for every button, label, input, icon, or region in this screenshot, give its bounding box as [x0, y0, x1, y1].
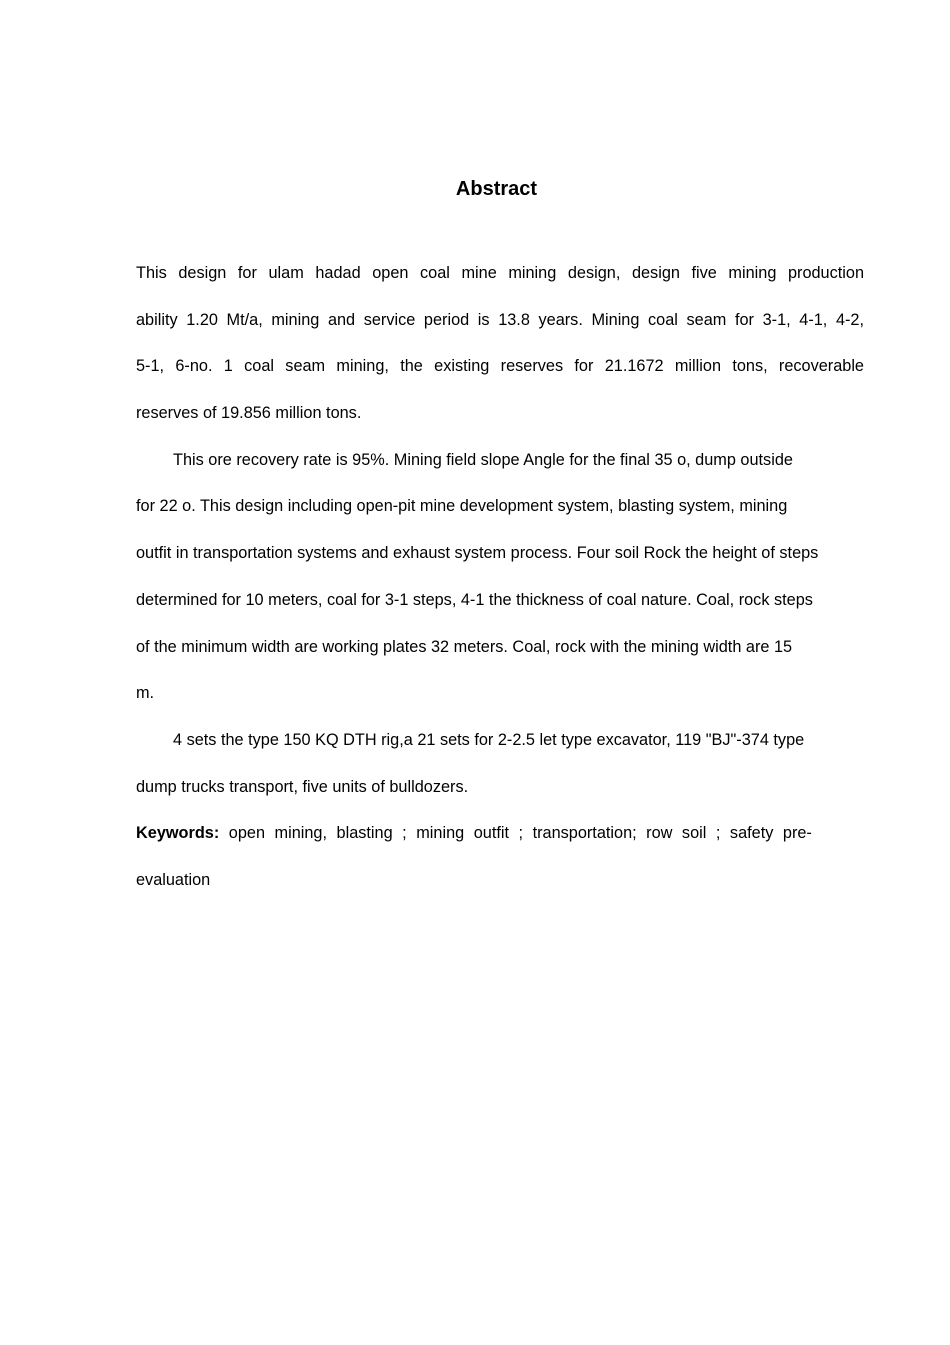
keywords-line-continued: evaluation — [136, 870, 211, 889]
page-title: Abstract — [455, 178, 538, 200]
abstract-line: determined for 10 meters, coal for 3-1 steps, 4-1 the thickness of coal nature. Coal, rock steps — [136, 590, 813, 609]
abstract-line: This ore recovery rate is 95%. Mining field slope Angle for the final 35 o, dump outside — [173, 450, 793, 469]
keywords-label: Keywords: — [136, 824, 220, 843]
abstract-line: ability 1.20 Mt/a, mining and service period is 13.8 years. Mining coal seam for 3-1, 4-1, 4-2, — [136, 310, 864, 329]
abstract-body — [136, 250, 888, 904]
abstract-line: reserves of 19.856 million tons. — [136, 404, 362, 423]
abstract-line: 4 sets the type 150 KQ DTH rig,a 21 sets for 2-2.5 let type excavator, 119 "BJ"-374 type — [173, 730, 805, 749]
abstract-line: This design for ulam hadad open coal mine mining design, design five mining production — [136, 264, 864, 282]
abstract-line: for 22 o. This design including open-pit mine development system, blasting system, mining — [136, 497, 788, 516]
abstract-line: dump trucks transport, five units of bulldozers. — [136, 777, 469, 796]
abstract-line: outfit in transportation systems and exhaust system process. Four soil Rock the height of steps — [136, 544, 819, 563]
abstract-line: 5-1, 6-no. 1 coal seam mining, the existing reserves for 21.1672 million tons, recoverable — [136, 357, 864, 376]
keywords-line — [136, 810, 888, 857]
abstract-line: of the minimum width are working plates 32 meters. Coal, rock with the mining width are 15 — [136, 637, 793, 656]
keywords-text: open mining, blasting ; mining outfit ; transportation; row soil ; safety pre- — [228, 824, 812, 843]
abstract-line: m. — [136, 684, 155, 703]
